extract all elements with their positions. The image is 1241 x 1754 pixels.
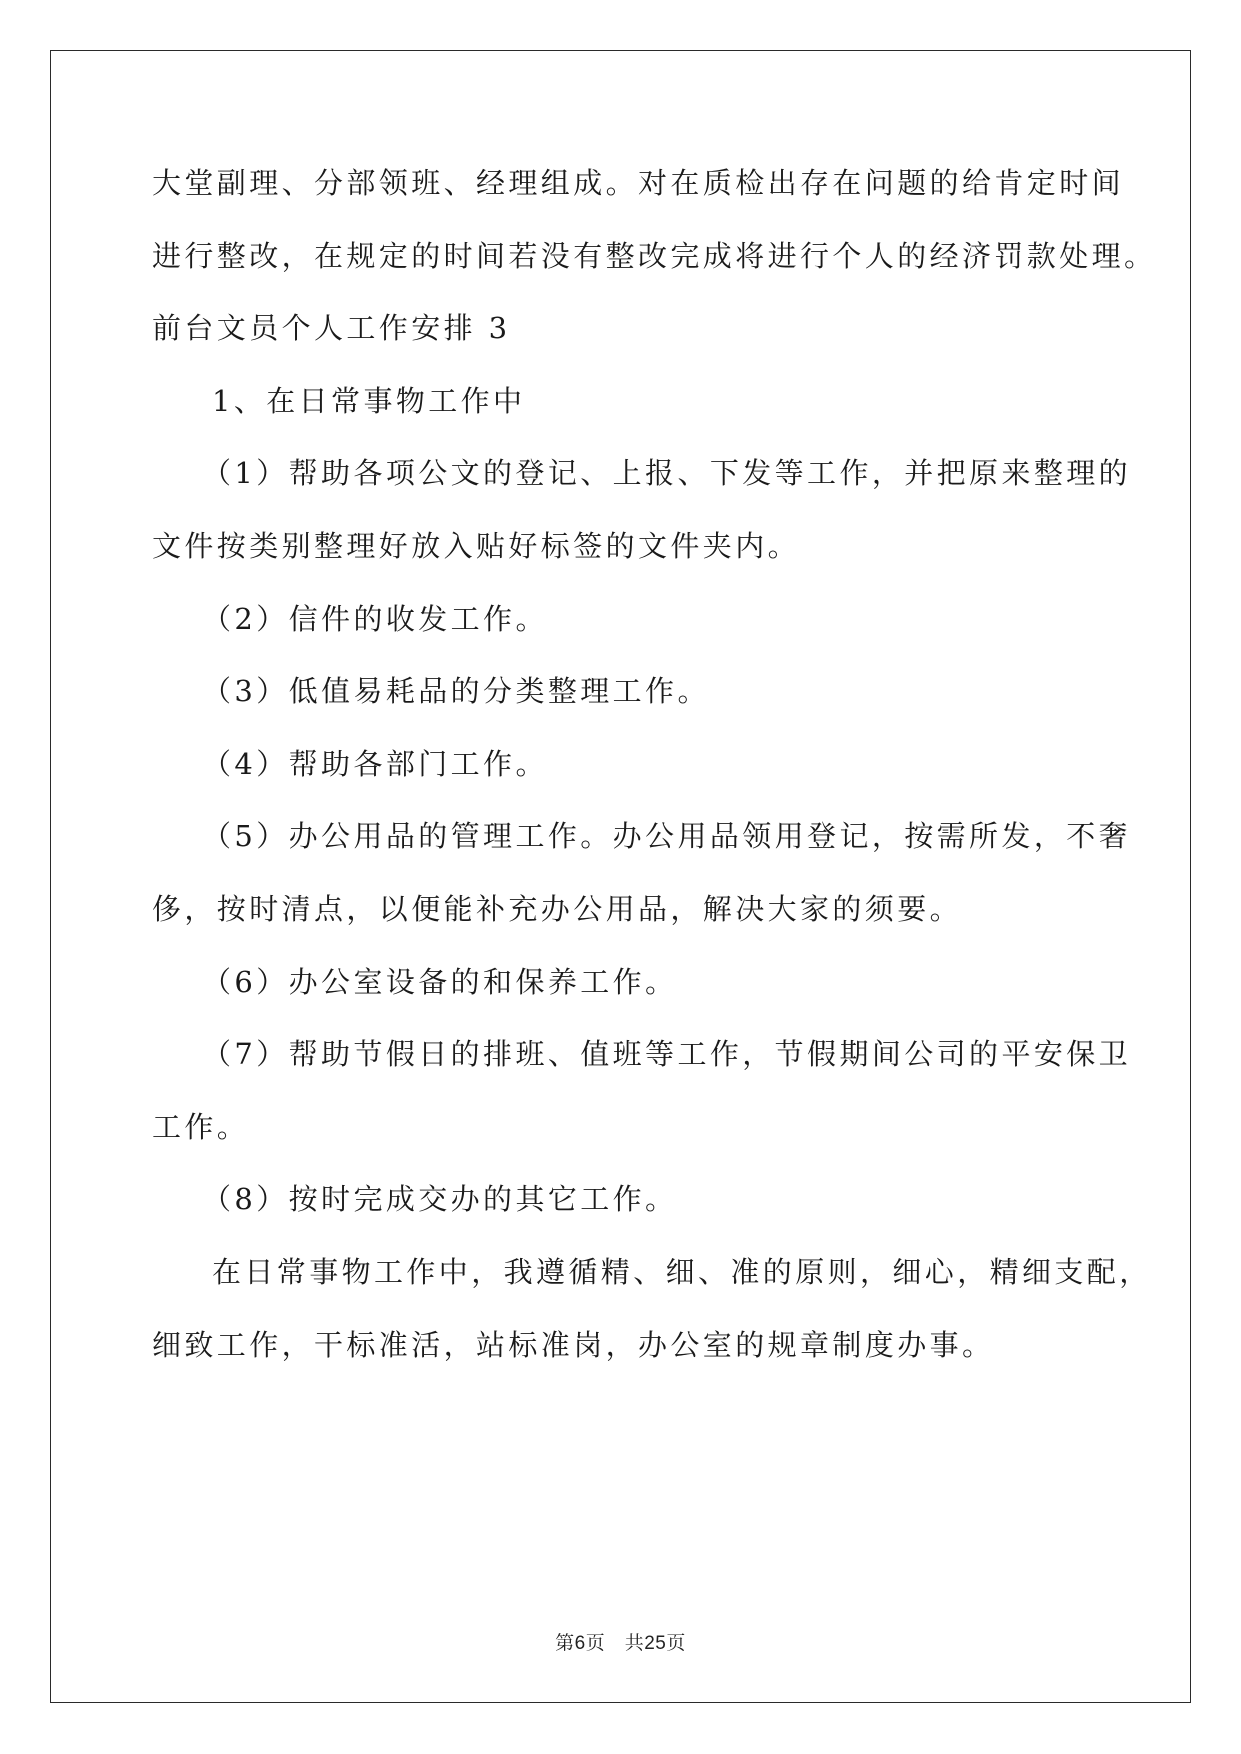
text-line: （1）帮助各项公文的登记、上报、下发等工作，并把原来整理的 [202,456,1132,491]
footer-mid: 页 共 [585,1632,645,1654]
text-line: （8）按时完成交办的其它工作。 [202,1182,678,1217]
text-line: （2）信件的收发工作。 [202,601,548,636]
text-line: 工作。 [152,1109,250,1144]
text-line: （5）办公用品的管理工作。办公用品领用登记，按需所发，不奢 [202,819,1132,854]
text-line: 在日常事物工作中，我遵循精、细、准的原则，细心，精细支配， [212,1255,1152,1289]
current-page-number: 6 [574,1633,586,1654]
text-line: （4）帮助各部门工作。 [202,746,548,781]
text-line: 前台文员个人工作安排 3 [152,311,511,346]
page-footer [0,1628,1241,1655]
text-line: 侈，按时清点，以便能补充办公用品，解决大家的须要。 [152,892,963,926]
text-line: （3）低值易耗品的分类整理工作。 [202,674,710,709]
text-line: 细致工作，干标准活，站标准岗，办公室的规章制度办事。 [152,1327,995,1362]
text-line: （6）办公室设备的和保养工作。 [202,964,678,999]
footer-suffix: 页 [666,1632,686,1654]
total-page-number: 25 [644,1633,667,1654]
page-border [50,50,1191,1703]
text-line: 文件按类别整理好放入贴好标签的文件夹内。 [152,529,801,563]
text-line: 1、在日常事物工作中 [212,383,526,418]
text-line: 大堂副理、分部领班、经理组成。对在质检出存在问题的给肯定时间 [152,166,1125,200]
text-line: 进行整改，在规定的时间若没有整改完成将进行个人的经济罚款处理。 [152,238,1157,273]
footer-prefix: 第 [555,1632,575,1654]
text-line: （7）帮助节假日的排班、值班等工作，节假期间公司的平安保卫 [202,1037,1132,1072]
